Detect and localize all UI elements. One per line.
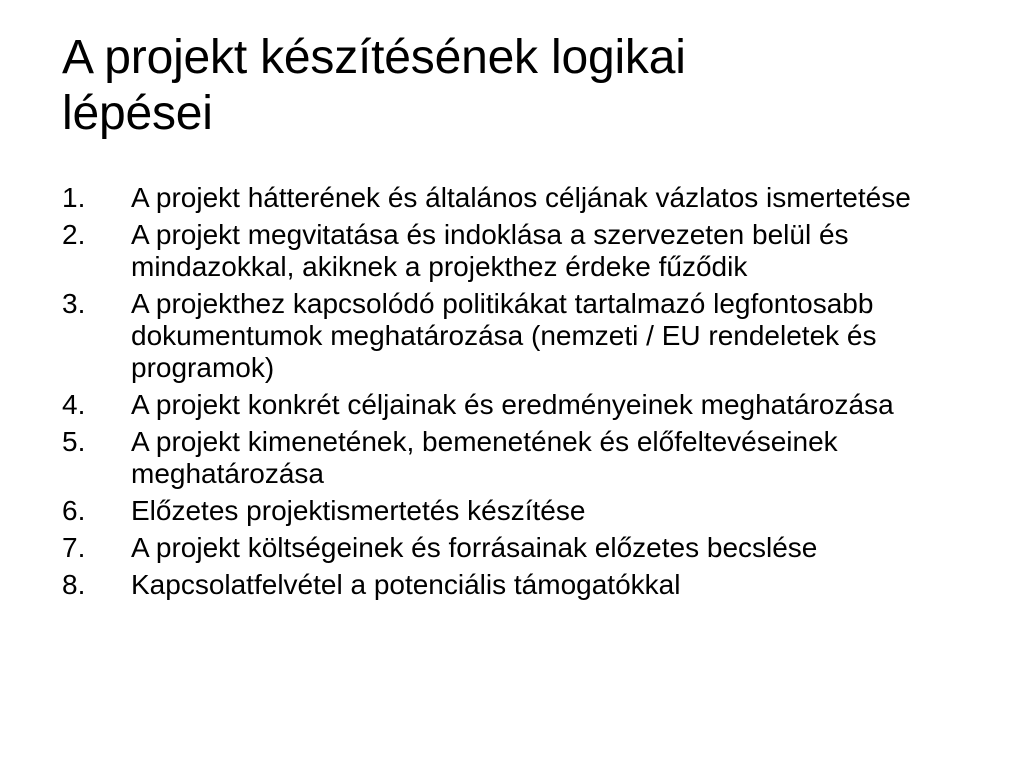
step-number: 5. bbox=[62, 426, 86, 457]
step-text: A projekt konkrét céljainak és eredményeinek meghatározása bbox=[131, 389, 894, 420]
step-text: A projekt költségeinek és forrásainak előzetes becslése bbox=[131, 532, 818, 563]
step-text: Kapcsolatfelvétel a potenciális támogatókkal bbox=[131, 569, 681, 600]
step-item bbox=[62, 426, 982, 490]
step-item bbox=[62, 495, 982, 527]
step-text: A projekt megvitatása és indoklása a szervezeten belül és mindazokkal, akiknek a projekthez érdeke fűződik bbox=[131, 219, 849, 282]
step-item bbox=[62, 532, 982, 564]
step-item bbox=[62, 288, 982, 384]
slide-title-line-1: A projekt készítésének logikai bbox=[62, 31, 686, 84]
step-text: A projekthez kapcsolódó politikákat tartalmazó legfontosabb dokumentumok meghatározása (nemzeti / EU rendeletek és programok) bbox=[131, 288, 877, 383]
slide-title-line-2: lépései bbox=[62, 87, 213, 140]
step-text: A projekt kimenetének, bemenetének és előfeltevéseinek meghatározása bbox=[131, 426, 838, 489]
step-number: 4. bbox=[62, 389, 86, 420]
step-number: 7. bbox=[62, 532, 86, 563]
step-number: 3. bbox=[62, 288, 86, 319]
step-text: Előzetes projektismertetés készítése bbox=[131, 495, 586, 526]
step-number: 6. bbox=[62, 495, 86, 526]
step-item bbox=[62, 219, 982, 283]
step-item bbox=[62, 569, 982, 601]
step-number: 2. bbox=[62, 219, 86, 250]
step-number: 1. bbox=[62, 182, 86, 213]
steps-list bbox=[62, 182, 982, 606]
step-item bbox=[62, 389, 982, 421]
step-text: A projekt hátterének és általános céljának vázlatos ismertetése bbox=[131, 182, 911, 213]
slide-title bbox=[62, 30, 962, 142]
step-number: 8. bbox=[62, 569, 86, 600]
step-item bbox=[62, 182, 982, 214]
